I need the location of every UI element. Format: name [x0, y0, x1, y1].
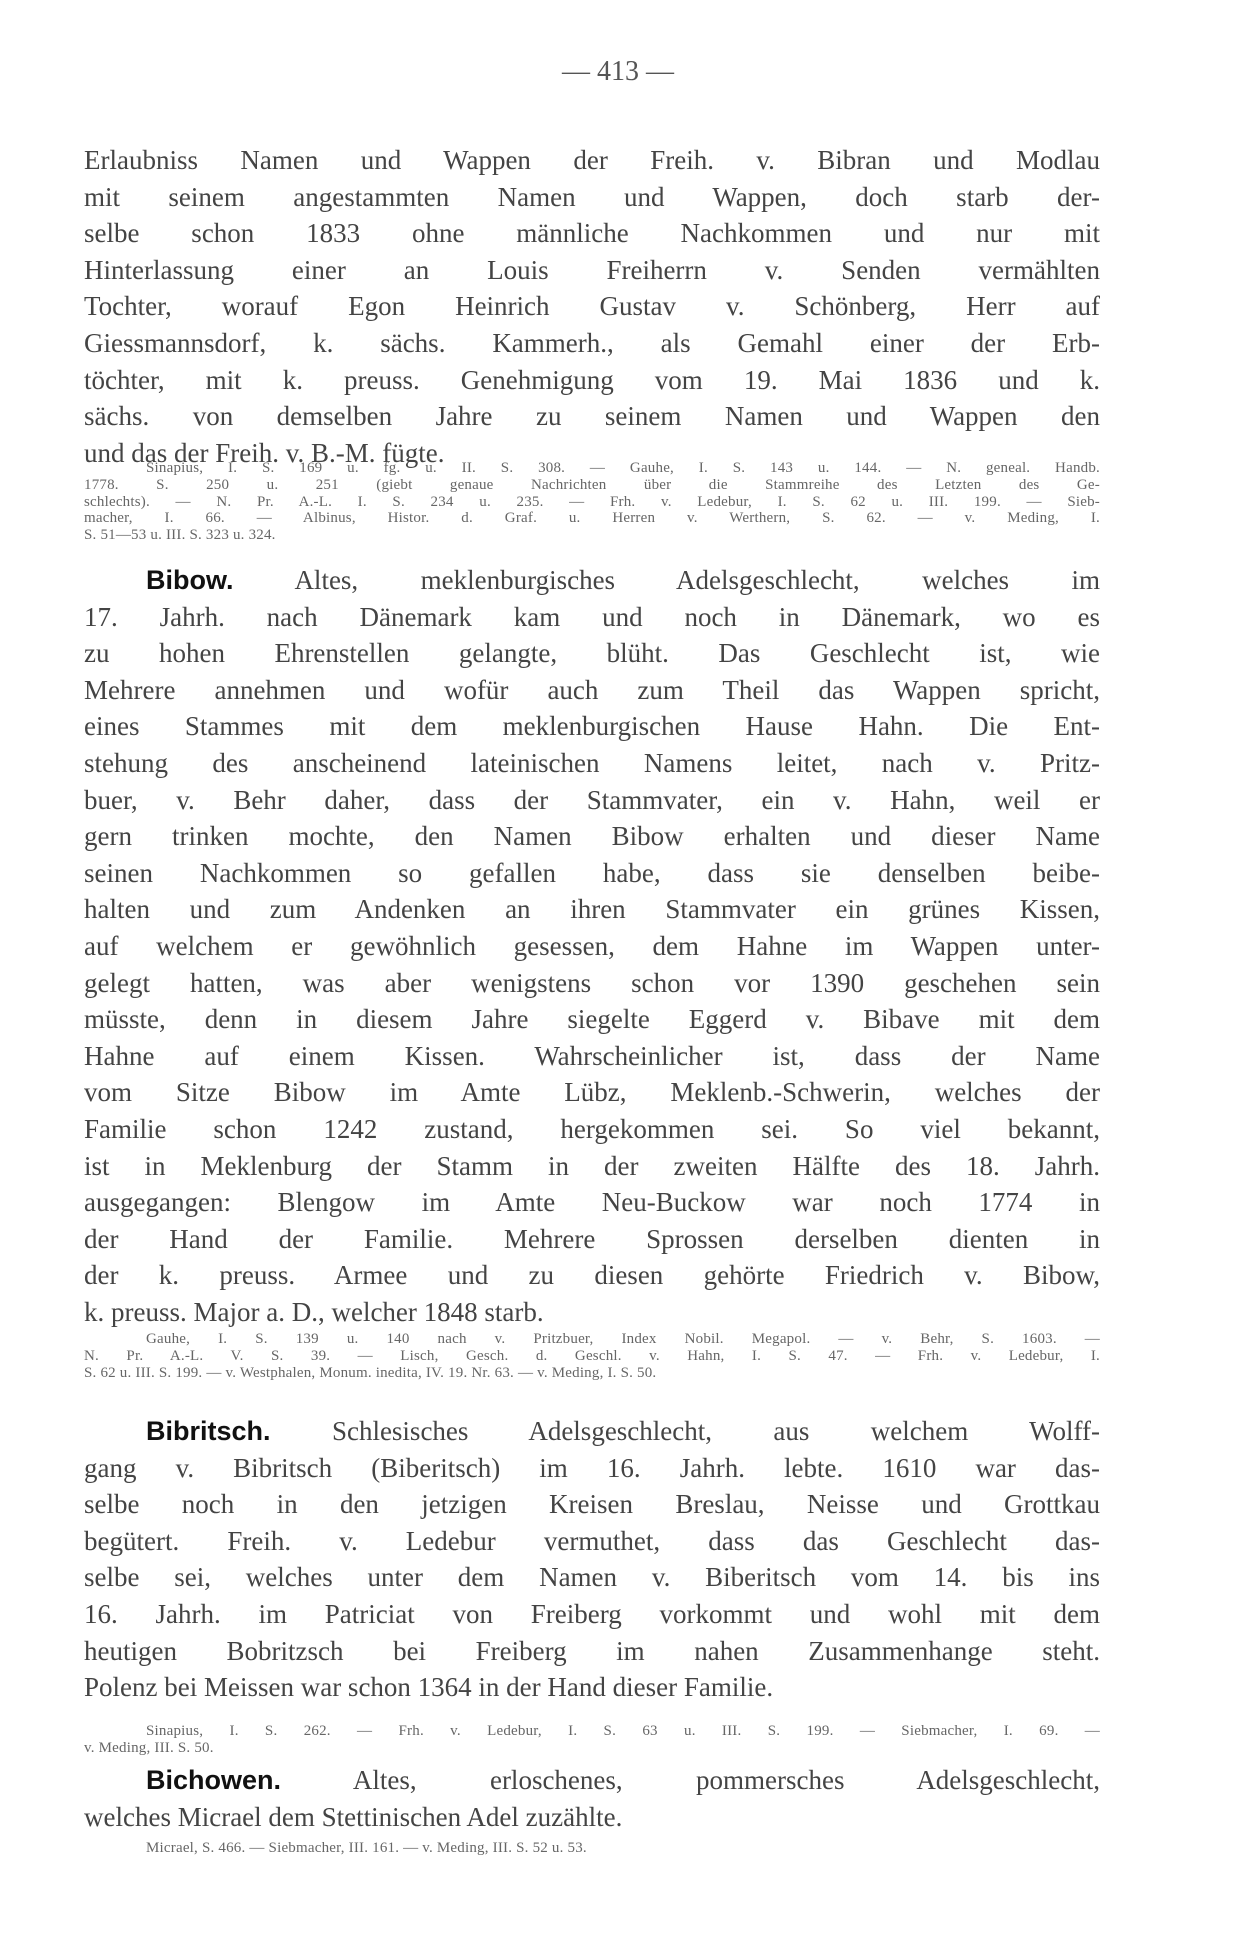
text-line: begütert. Freih. v. Ledebur vermuthet, dass das Geschlecht das- — [84, 1525, 1100, 1556]
text-line: eines Stammes mit dem meklenburgischen Hause Hahn. Die Ent- — [84, 711, 1100, 742]
text-line: Hahne auf einem Kissen. Wahrscheinlicher ist, dass der Name — [84, 1040, 1100, 1071]
text-line: auf welchem er gewöhnlich gesessen, dem Hahne im Wappen unter- — [84, 930, 1100, 961]
text-line: halten und zum Andenken an ihren Stammvater ein grünes Kissen, — [84, 894, 1100, 925]
text-line: welches Micrael dem Stettinischen Adel zuzählte. — [84, 1801, 623, 1832]
entry-headword: Bichowen. — [146, 1765, 282, 1795]
text-line: vom Sitze Bibow im Amte Lübz, Meklenb.-Schwerin, welches der — [84, 1077, 1100, 1108]
entry-headword: Bibritsch. — [146, 1416, 271, 1446]
line-text: Altes, erloschenes, pommersches Adelsgeschlecht, — [352, 1765, 1100, 1795]
text-line: gelegt hatten, was aber wenigstens schon vor 1390 geschehen sein — [84, 967, 1100, 998]
text-line: Micrael, S. 466. — Siebmacher, III. 161. — v. Meding, III. S. 52 u. 53. — [146, 1840, 587, 1856]
text-line: Familie schon 1242 zustand, hergekommen sei. So viel bekannt, — [84, 1113, 1100, 1144]
paragraph — [84, 562, 1100, 1330]
text-line: Mehrere annehmen und wofür auch zum Theil das Wappen spricht, — [84, 674, 1100, 705]
text-line: seinen Nachkommen so gefallen habe, dass sie denselben beibe- — [84, 857, 1100, 888]
line-text: Altes, meklenburgisches Adelsgeschlecht, welches im — [294, 565, 1100, 595]
text-line: S. 51—53 u. III. S. 323 u. 324. — [84, 527, 276, 544]
citation — [84, 1331, 1100, 1381]
text-line: selbe sei, welches unter dem Namen v. Biberitsch vom 14. bis ins — [84, 1562, 1100, 1593]
text-line: zu hohen Ehrenstellen gelangte, blüht. Das Geschlecht ist, wie — [84, 638, 1100, 669]
text-line: Erlaubniss Namen und Wappen der Freih. v. Bibran und Modlau — [84, 145, 1100, 175]
text-line — [84, 1762, 1100, 1799]
text-line: ist in Meklenburg der Stamm in der zweiten Hälfte des 18. Jahrh. — [84, 1150, 1100, 1181]
text-line: selbe schon 1833 ohne männliche Nachkommen und nur mit — [84, 218, 1100, 249]
text-line: der Hand der Familie. Mehrere Sprossen derselben dienten in — [84, 1223, 1100, 1254]
text-line: mit seinem angestammten Namen und Wappen, doch starb der- — [84, 181, 1100, 212]
citation — [84, 460, 1100, 544]
text-line: und das der Freih. v. B.-M. fügte. — [84, 437, 445, 468]
page-number: — 413 — — [562, 56, 674, 87]
text-line: S. 62 u. III. S. 199. — v. Westphalen, Monum. inedita, IV. 19. Nr. 63. — v. Meding, I. S. 50. — [84, 1364, 657, 1381]
text-line: Sinapius, I. S. 262. — Frh. v. Ledebur, I. S. 63 u. III. S. 199. — Siebmacher, I. 69. — — [146, 1723, 1100, 1739]
text-line: Hinterlassung einer an Louis Freiherrn v. Senden vermählten — [84, 254, 1100, 285]
line-text: Schlesisches Adelsgeschlecht, aus welchem Wolff- — [331, 1416, 1100, 1446]
text-line: Sinapius, I. S. 169 u. fg. u. II. S. 308. — Gauhe, I. S. 143 u. 144. — N. geneal. Handb. — [146, 460, 1100, 476]
paragraph — [84, 142, 1100, 471]
text-line: k. preuss. Major a. D., welcher 1848 starb. — [84, 1296, 544, 1327]
text-line: Gauhe, I. S. 139 u. 140 nach v. Pritzbuer, Index Nobil. Megapol. — v. Behr, S. 1603. — — [146, 1331, 1100, 1347]
paragraph — [84, 1762, 1100, 1835]
text-line: 1778. S. 250 u. 251 (giebt genaue Nachrichten über die Stammreihe des Letzten des Ge- — [84, 476, 1100, 493]
text-line: sächs. von demselben Jahre zu seinem Namen und Wappen den — [84, 401, 1100, 432]
text-line: schlechts). — N. Pr. A.-L. I. S. 234 u. 235. — Frh. v. Ledebur, I. S. 62 u. III. 199. — Sieb- — [84, 493, 1100, 510]
text-line: Giessmannsdorf, k. sächs. Kammerh., als Gemahl einer der Erb- — [84, 327, 1100, 358]
entry-headword: Bibow. — [146, 565, 234, 595]
text-line: 17. Jahrh. nach Dänemark kam und noch in Dänemark, wo es — [84, 601, 1100, 632]
text-line: gern trinken mochte, den Namen Bibow erhalten und dieser Name — [84, 821, 1100, 852]
text-line: der k. preuss. Armee und zu diesen gehörte Friedrich v. Bibow, — [84, 1260, 1100, 1291]
paragraph — [84, 1413, 1100, 1706]
text-line: Polenz bei Meissen war schon 1364 in der Hand dieser Familie. — [84, 1672, 774, 1703]
citation — [84, 1723, 1100, 1757]
text-line: heutigen Bobritzsch bei Freiberg im nahen Zusammenhange steht. — [84, 1635, 1100, 1666]
text-line: v. Meding, III. S. 50. — [84, 1739, 214, 1756]
text-line: selbe noch in den jetzigen Kreisen Breslau, Neisse und Grottkau — [84, 1489, 1100, 1520]
text-line: macher, I. 66. — Albinus, Histor. d. Graf. u. Herren v. Werthern, S. 62. — v. Meding, I. — [84, 510, 1100, 527]
text-line: ausgegangen: Blengow im Amte Neu-Buckow war noch 1774 in — [84, 1187, 1100, 1218]
text-line — [84, 1413, 1100, 1450]
text-line: N. Pr. A.-L. V. S. 39. — Lisch, Gesch. d. Geschl. v. Hahn, I. S. 47. — Frh. v. Ledebur, I. — [84, 1347, 1100, 1364]
text-line: buer, v. Behr daher, dass der Stammvater, ein v. Hahn, weil er — [84, 784, 1100, 815]
text-line: 16. Jahrh. im Patriciat von Freiberg vorkommt und wohl mit dem — [84, 1598, 1100, 1629]
text-line: töchter, mit k. preuss. Genehmigung vom 19. Mai 1836 und k. — [84, 364, 1100, 395]
text-line: müsste, denn in diesem Jahre siegelte Eggerd v. Bibave mit dem — [84, 1004, 1100, 1035]
text-line: gang v. Bibritsch (Biberitsch) im 16. Jahrh. lebte. 1610 war das- — [84, 1452, 1100, 1483]
text-line: stehung des anscheinend lateinischen Namens leitet, nach v. Pritz- — [84, 747, 1100, 778]
text-line — [84, 562, 1100, 599]
text-line: Tochter, worauf Egon Heinrich Gustav v. Schönberg, Herr auf — [84, 291, 1100, 322]
citation — [84, 1840, 1100, 1857]
